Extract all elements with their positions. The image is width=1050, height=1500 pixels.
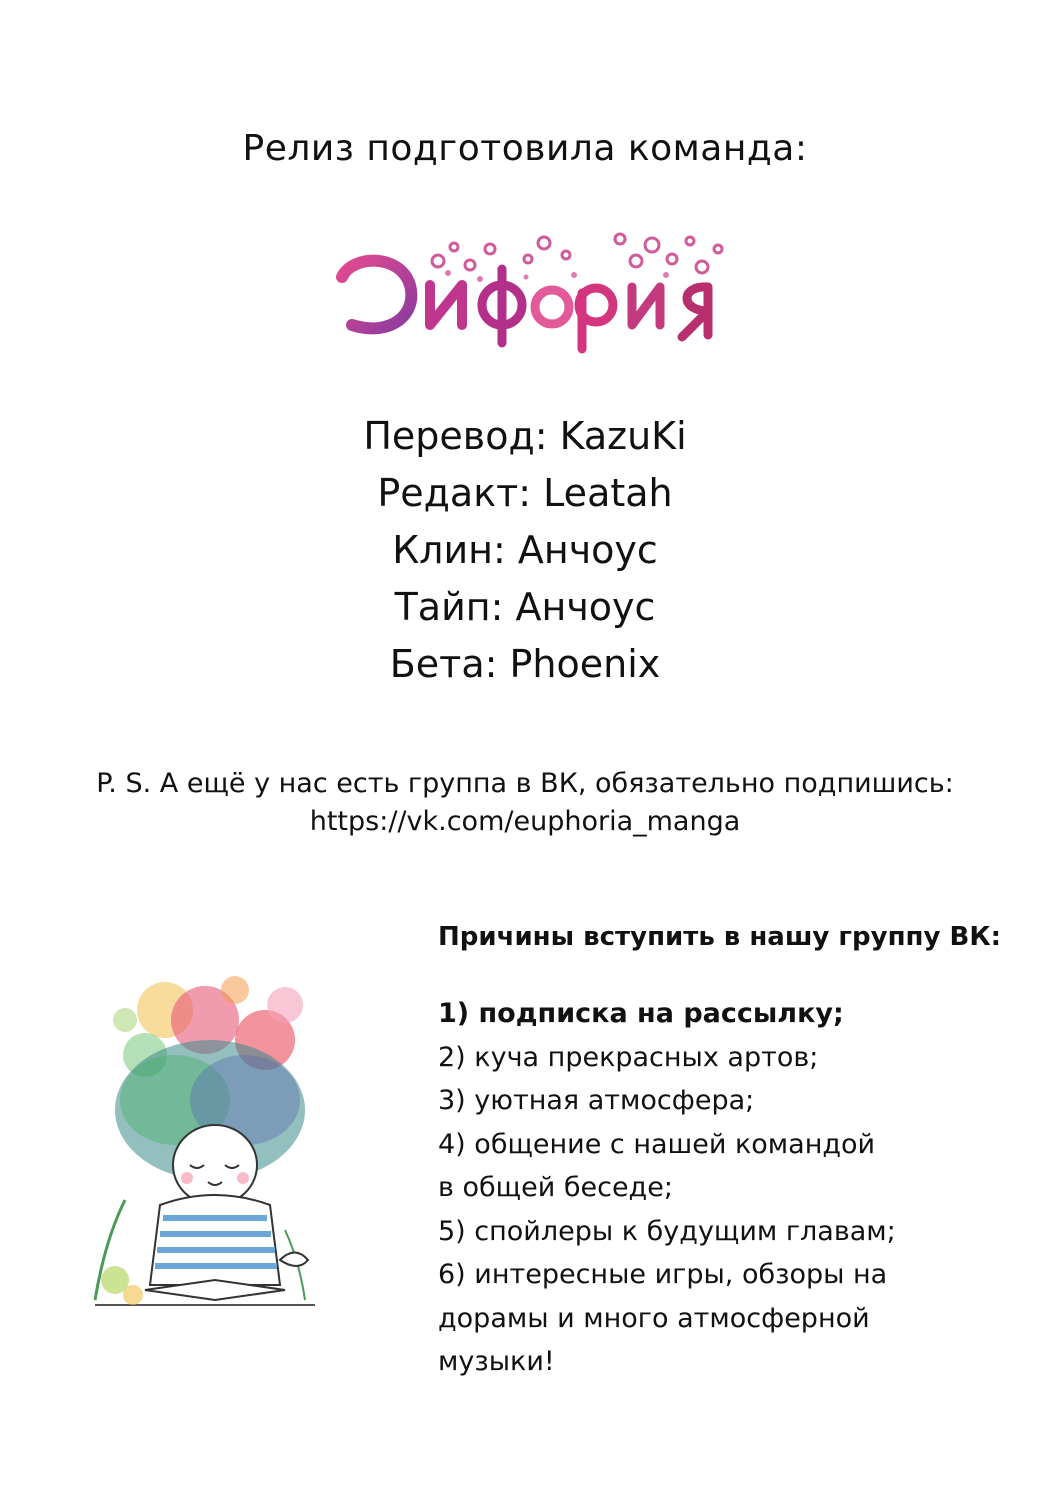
reason-line: 5) спойлеры к будущим главам; (438, 1215, 896, 1247)
reason-line: 4) общение с нашей командой (438, 1128, 876, 1160)
reason-line: в общей беседе; (438, 1172, 673, 1203)
reason-line: 6) интересные игры, обзоры на (438, 1259, 888, 1290)
credit-cleaning: Клин: Анчоус (392, 528, 658, 572)
reason-line: 2) куча прекрасных артов; (438, 1041, 819, 1073)
credit-typesetting: Тайп: Анчоус (394, 585, 656, 629)
girl-reading-illustration (75, 960, 335, 1350)
reasons-title: Причины вступить в нашу группу ВК: (438, 922, 1001, 952)
reason-line: 1) подписка на рассылку; (438, 998, 844, 1029)
release-header: Релиз подготовила команда: (242, 128, 808, 169)
credit-translation: Перевод: KazuKi (363, 414, 687, 458)
vk-group-link[interactable]: https://vk.com/euphoria_manga (309, 806, 741, 837)
team-logo (330, 225, 730, 365)
credit-editing: Редакт: Leatah (377, 471, 673, 515)
credit-beta: Бета: Phoenix (389, 642, 661, 686)
credits-list (0, 408, 1050, 693)
reason-line: 3) уютная атмосфера; (438, 1085, 755, 1116)
ps-text: P. S. А ещё у нас есть группа в ВК, обязательно подпишись: (96, 768, 954, 799)
ps-note (0, 765, 1050, 841)
reason-line: музыки! (438, 1346, 555, 1377)
reasons-list (438, 992, 1038, 1384)
reason-line: дорамы и много атмосферной (438, 1302, 870, 1334)
